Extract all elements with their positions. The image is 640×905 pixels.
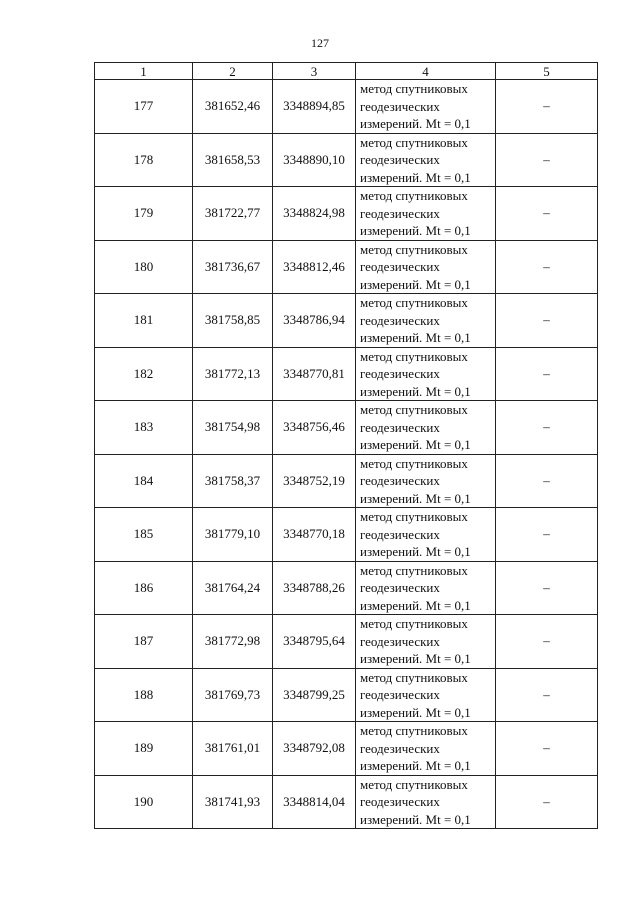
method-line-2: геодезических <box>360 366 440 381</box>
method-cell <box>356 722 496 776</box>
method-line-1: метод спутниковых <box>360 562 468 578</box>
y-coordinate-cell: 3348890,10 <box>273 133 356 187</box>
table-row <box>95 80 598 134</box>
page-number: 127 <box>311 36 329 50</box>
method-line-2: геодезических <box>360 740 440 756</box>
method-line-2: геодезических <box>360 794 440 809</box>
y-coordinate-cell: 3348786,94 <box>273 294 356 348</box>
error-dash-cell: – <box>496 775 598 829</box>
method-line-3: измерений. Mt = 0,1 <box>360 169 471 185</box>
method-line-1: метод спутниковых <box>360 188 468 203</box>
method-cell <box>356 347 496 401</box>
method-line-1: метод спутниковых <box>360 669 468 685</box>
method-line-2: геодезических <box>360 526 440 542</box>
point-number-cell: 190 <box>95 775 193 829</box>
y-coordinate-cell: 3348752,19 <box>273 454 356 508</box>
x-coordinate-cell: 381779,10 <box>193 508 273 562</box>
error-dash-cell: – <box>496 401 598 455</box>
error-dash-cell: – <box>496 133 598 187</box>
point-number-cell: 177 <box>95 80 193 134</box>
method-line-3: измерений. Mt = 0,1 <box>360 704 471 720</box>
method-cell <box>356 615 496 669</box>
table-row <box>95 722 598 776</box>
coordinates-table <box>94 62 598 829</box>
y-coordinate-cell: 3348756,46 <box>273 401 356 455</box>
header-col-4: 4 <box>356 63 496 80</box>
method-line-1: метод спутниковых <box>360 616 468 631</box>
error-dash-cell: – <box>496 615 598 669</box>
point-number-cell: 181 <box>95 294 193 348</box>
method-line-3: измерений. Mt = 0,1 <box>360 383 471 399</box>
y-coordinate-cell: 3348795,64 <box>273 615 356 669</box>
method-cell <box>356 401 496 455</box>
method-line-1: метод спутниковых <box>360 348 468 364</box>
y-coordinate-cell: 3348812,46 <box>273 240 356 294</box>
point-number-cell: 182 <box>95 347 193 401</box>
x-coordinate-cell: 381761,01 <box>193 722 273 776</box>
error-dash-cell: – <box>496 668 598 722</box>
table-row <box>95 187 598 241</box>
method-line-1: метод спутниковых <box>360 402 468 417</box>
method-cell <box>356 775 496 829</box>
x-coordinate-cell: 381722,77 <box>193 187 273 241</box>
x-coordinate-cell: 381758,85 <box>193 294 273 348</box>
header-col-3: 3 <box>273 63 356 80</box>
error-dash-cell: – <box>496 508 598 562</box>
method-line-3: измерений. Mt = 0,1 <box>360 276 471 292</box>
y-coordinate-cell: 3348770,81 <box>273 347 356 401</box>
method-line-1: метод спутниковых <box>360 776 468 792</box>
error-dash-cell: – <box>496 294 598 348</box>
method-line-1: метод спутниковых <box>360 509 468 524</box>
method-line-3: измерений. Mt = 0,1 <box>360 811 471 827</box>
error-dash-cell: – <box>496 240 598 294</box>
method-line-3: измерений. Mt = 0,1 <box>360 651 471 666</box>
x-coordinate-cell: 381772,98 <box>193 615 273 669</box>
method-line-2: геодезических <box>360 259 440 274</box>
method-cell <box>356 80 496 134</box>
x-coordinate-cell: 381764,24 <box>193 561 273 615</box>
method-line-3: измерений. Mt = 0,1 <box>360 116 471 131</box>
method-line-1: метод спутниковых <box>360 134 468 150</box>
method-line-2: геодезических <box>360 419 440 435</box>
error-dash-cell: – <box>496 454 598 508</box>
method-line-2: геодезических <box>360 580 440 595</box>
point-number-cell: 178 <box>95 133 193 187</box>
y-coordinate-cell: 3348788,26 <box>273 561 356 615</box>
method-line-1: метод спутниковых <box>360 723 468 738</box>
error-dash-cell: – <box>496 347 598 401</box>
method-line-3: измерений. Mt = 0,1 <box>360 223 471 238</box>
x-coordinate-cell: 381741,93 <box>193 775 273 829</box>
method-cell <box>356 454 496 508</box>
y-coordinate-cell: 3348814,04 <box>273 775 356 829</box>
point-number-cell: 187 <box>95 615 193 669</box>
y-coordinate-cell: 3348824,98 <box>273 187 356 241</box>
table-header-row <box>95 63 598 80</box>
y-coordinate-cell: 3348770,18 <box>273 508 356 562</box>
table-row <box>95 401 598 455</box>
method-cell <box>356 561 496 615</box>
point-number-cell: 186 <box>95 561 193 615</box>
point-number-cell: 179 <box>95 187 193 241</box>
method-cell <box>356 668 496 722</box>
error-dash-cell: – <box>496 80 598 134</box>
error-dash-cell: – <box>496 722 598 776</box>
x-coordinate-cell: 381652,46 <box>193 80 273 134</box>
x-coordinate-cell: 381754,98 <box>193 401 273 455</box>
point-number-cell: 189 <box>95 722 193 776</box>
table-row <box>95 668 598 722</box>
header-col-1: 1 <box>95 63 193 80</box>
error-dash-cell: – <box>496 187 598 241</box>
table-row <box>95 775 598 829</box>
method-line-3: измерений. Mt = 0,1 <box>360 437 471 452</box>
table-row <box>95 454 598 508</box>
method-cell <box>356 240 496 294</box>
table-row <box>95 294 598 348</box>
y-coordinate-cell: 3348894,85 <box>273 80 356 134</box>
method-line-1: метод спутниковых <box>360 241 468 257</box>
point-number-cell: 183 <box>95 401 193 455</box>
method-line-1: метод спутниковых <box>360 295 468 310</box>
method-cell <box>356 294 496 348</box>
error-dash-cell: – <box>496 561 598 615</box>
method-line-3: измерений. Mt = 0,1 <box>360 490 471 506</box>
method-line-2: геодезических <box>360 312 440 328</box>
table-row <box>95 615 598 669</box>
method-cell <box>356 187 496 241</box>
method-line-2: геодезических <box>360 205 440 221</box>
method-line-3: измерений. Mt = 0,1 <box>360 758 471 773</box>
table-row <box>95 561 598 615</box>
method-cell <box>356 508 496 562</box>
header-col-2: 2 <box>193 63 273 80</box>
method-line-2: геодезических <box>360 473 440 488</box>
x-coordinate-cell: 381772,13 <box>193 347 273 401</box>
point-number-cell: 185 <box>95 508 193 562</box>
method-line-2: геодезических <box>360 152 440 167</box>
y-coordinate-cell: 3348792,08 <box>273 722 356 776</box>
method-line-1: метод спутниковых <box>360 455 468 471</box>
method-line-3: измерений. Mt = 0,1 <box>360 544 471 559</box>
point-number-cell: 188 <box>95 668 193 722</box>
table-row <box>95 240 598 294</box>
table-row <box>95 508 598 562</box>
header-col-5: 5 <box>496 63 598 80</box>
y-coordinate-cell: 3348799,25 <box>273 668 356 722</box>
method-line-3: измерений. Mt = 0,1 <box>360 597 471 613</box>
x-coordinate-cell: 381769,73 <box>193 668 273 722</box>
method-line-1: метод спутниковых <box>360 81 468 96</box>
point-number-cell: 184 <box>95 454 193 508</box>
method-line-3: измерений. Mt = 0,1 <box>360 330 471 345</box>
x-coordinate-cell: 381658,53 <box>193 133 273 187</box>
x-coordinate-cell: 381758,37 <box>193 454 273 508</box>
method-cell <box>356 133 496 187</box>
table-row <box>95 133 598 187</box>
point-number-cell: 180 <box>95 240 193 294</box>
x-coordinate-cell: 381736,67 <box>193 240 273 294</box>
method-line-2: геодезических <box>360 687 440 702</box>
method-line-2: геодезических <box>360 98 440 114</box>
table-row <box>95 347 598 401</box>
method-line-2: геодезических <box>360 633 440 649</box>
